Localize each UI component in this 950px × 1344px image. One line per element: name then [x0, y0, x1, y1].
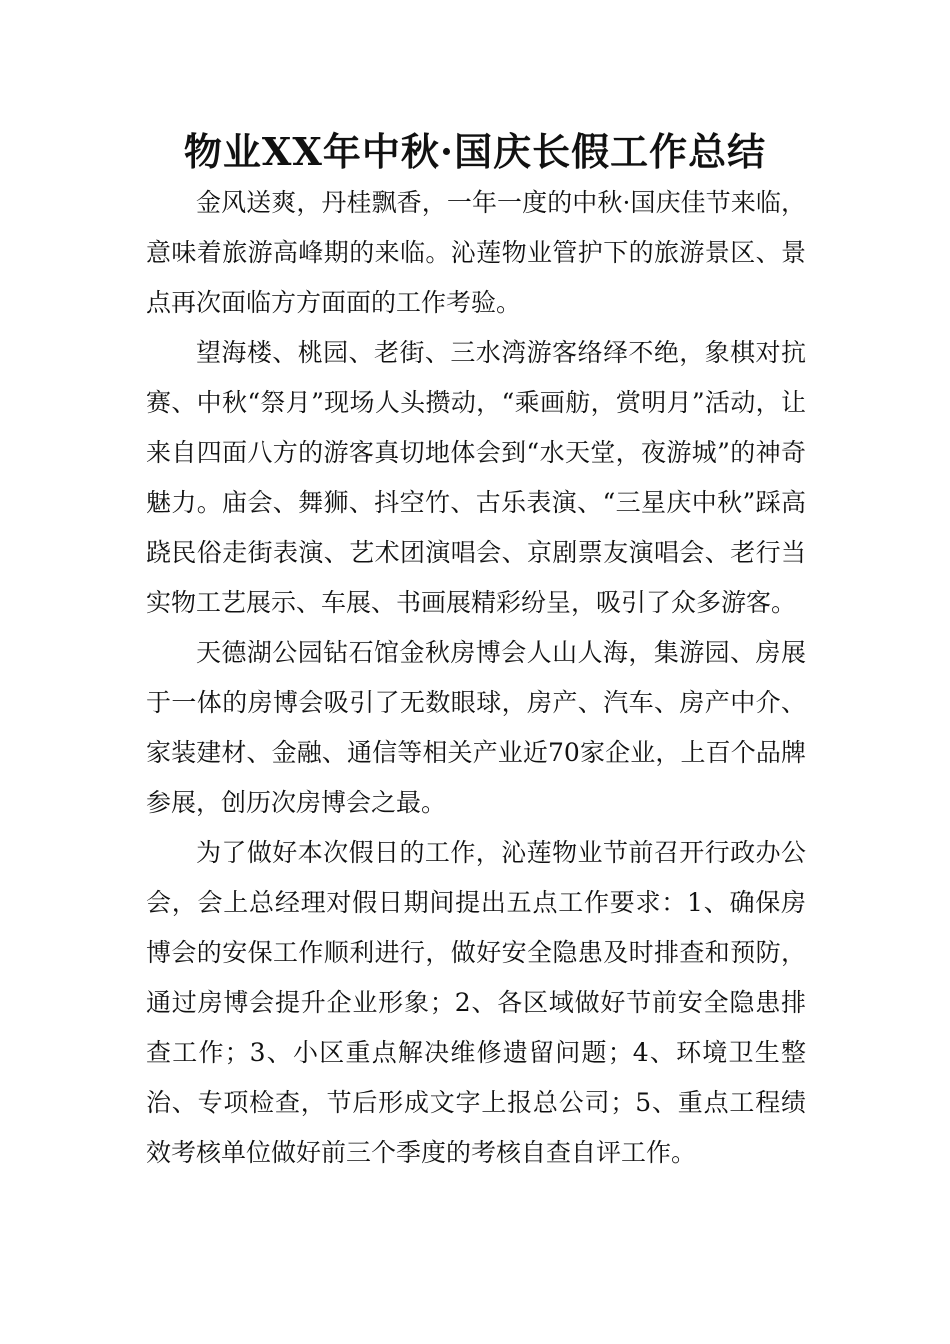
document-title: 物业XX年中秋·国庆长假工作总结: [183, 129, 767, 174]
paragraph-4: 为了做好本次假日的工作，沁莲物业节前召开行政办公会，会上总经理对假日期间提出五点工作要求：1、确保房博会的安保工作顺利进行，做好安全隐患及时排查和预防，通过房博会提升企业形象；2、各区域做好节前安全隐患排查工作；3、小区重点解决维修遗留问题；4、环境卫生整治、专项检查，节后形成文字上报总公司；5、重点工程绩效考核单位做好前三个季度的考核自查自评工作。: [146, 838, 806, 1167]
paragraph-2: 望海楼、桃园、老街、三水湾游客络绎不绝，象棋对抗赛、中秋“祭月”现场人头攒动，“乘画舫，赏明月”活动，让来自四面八方的游客真切地体会到“水天堂，夜游城”的神奇魅力。庙会、舞狮、抖空竹、古乐表演、“三星庆中秋”踩高跷民俗走街表演、艺术团演唱会、京剧票友演唱会、老行当实物工艺展示、车展、书画展精彩纷呈，吸引了众多游客。: [146, 338, 806, 617]
paragraph-1: 金风送爽，丹桂飘香，一年一度的中秋·国庆佳节来临，意味着旅游高峰期的来临。沁莲物业管护下的旅游景区、景点再次面临方方面面的工作考验。: [146, 188, 806, 317]
paragraph-3: 天德湖公园钻石馆金秋房博会人山人海，集游园、房展于一体的房博会吸引了无数眼球，房产、汽车、房产中介、家装建材、金融、通信等相关产业近70家企业，上百个品牌参展，创历次房博会之最。: [146, 638, 806, 817]
document-body: [146, 178, 806, 1178]
